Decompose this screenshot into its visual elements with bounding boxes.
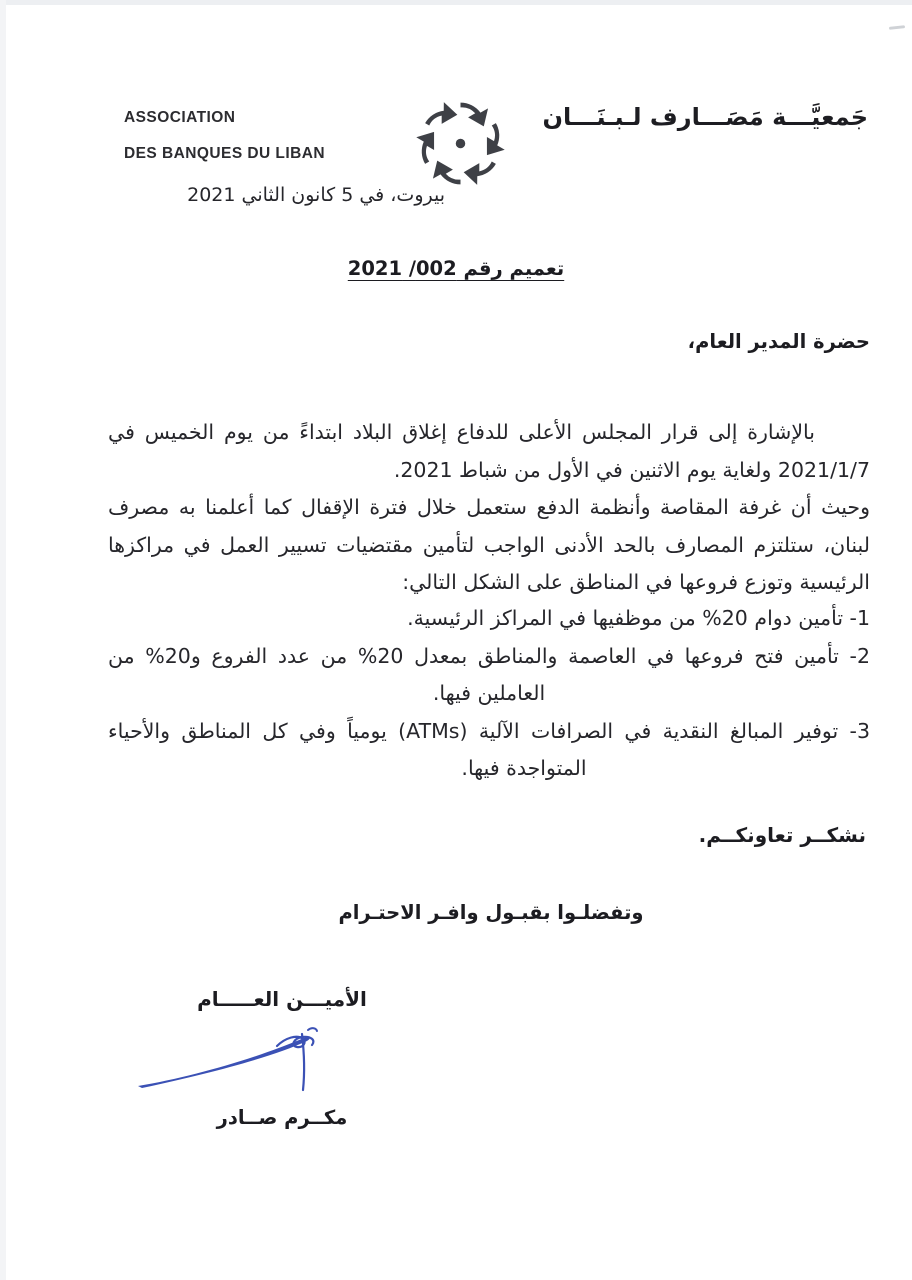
org-name-french-line1: ASSOCIATION bbox=[124, 109, 236, 126]
org-name-arabic: جَمعيَّـــة مَصَـــارف لـبـنَـــان bbox=[542, 103, 868, 131]
org-name-french-line2: DES BANQUES DU LIBAN bbox=[124, 145, 326, 162]
bank-association-rosette-logo-icon bbox=[413, 96, 508, 191]
greeting-line: حضرة المدير العام، bbox=[687, 330, 870, 353]
body-line-4: لبنان، ستلتزم المصارف بالحد الأدنى الواجب لتأمين مقتضيات تسيير العمل في مراكزها bbox=[108, 532, 870, 557]
circular-subject-line: تعميم رقم 002/ 2021 bbox=[347, 257, 565, 280]
list-item-2-line-2: العاملين فيها. bbox=[432, 681, 546, 705]
date-line: بيروت، في 5 كانون الثاني 2021 bbox=[187, 184, 445, 206]
body-line-2: 2021/1/7 ولغاية يوم الاثنين في الأول من شباط 2021. bbox=[393, 457, 870, 482]
list-item-1: 1- تأمين دوام 20% من موظفيها في المراكز الرئيسية. bbox=[407, 606, 870, 630]
closing-salutation: وتفضلـوا بقبـول وافـر الاحتـرام bbox=[338, 901, 644, 924]
body-line-1: بالإشارة إلى قرار المجلس الأعلى للدفاع إغلاق البلاد ابتداءً من يوم الخميس في bbox=[108, 420, 815, 444]
signatory-name: مكــرم صــادر bbox=[216, 1106, 348, 1129]
scan-artifact-mark bbox=[889, 25, 905, 30]
org-name-french bbox=[124, 100, 325, 172]
scan-edge-top bbox=[0, 0, 912, 5]
scan-edge-left bbox=[0, 0, 6, 1280]
handwritten-signature-ink bbox=[132, 1016, 367, 1101]
list-item-3-line-1: 3- توفير المبالغ النقدية في الصرافات الآلية (ATMs) يومياً وفي كل المناطق والأحياء bbox=[108, 718, 870, 743]
body-line-3: وحيث أن غرفة المقاصة وأنظمة الدفع ستعمل خلال فترة الإقفال كما أعلمنا به مصرف bbox=[108, 495, 870, 519]
signatory-title: الأميـــن العـــــام bbox=[197, 987, 367, 1011]
body-line-5: الرئيسية وتوزع فروعها في المناطق على الشكل التالي: bbox=[402, 570, 870, 594]
body-paragraph bbox=[108, 414, 870, 602]
closing-thanks: نشكــر تعاونكــم. bbox=[698, 823, 866, 847]
measures-list bbox=[108, 600, 870, 788]
list-item-3-line-2: المتواجدة فيها. bbox=[461, 756, 587, 780]
list-item-2-line-1: 2- تأمين فتح فروعها في العاصمة والمناطق بمعدل 20% من عدد الفروع و20% من bbox=[108, 643, 871, 668]
